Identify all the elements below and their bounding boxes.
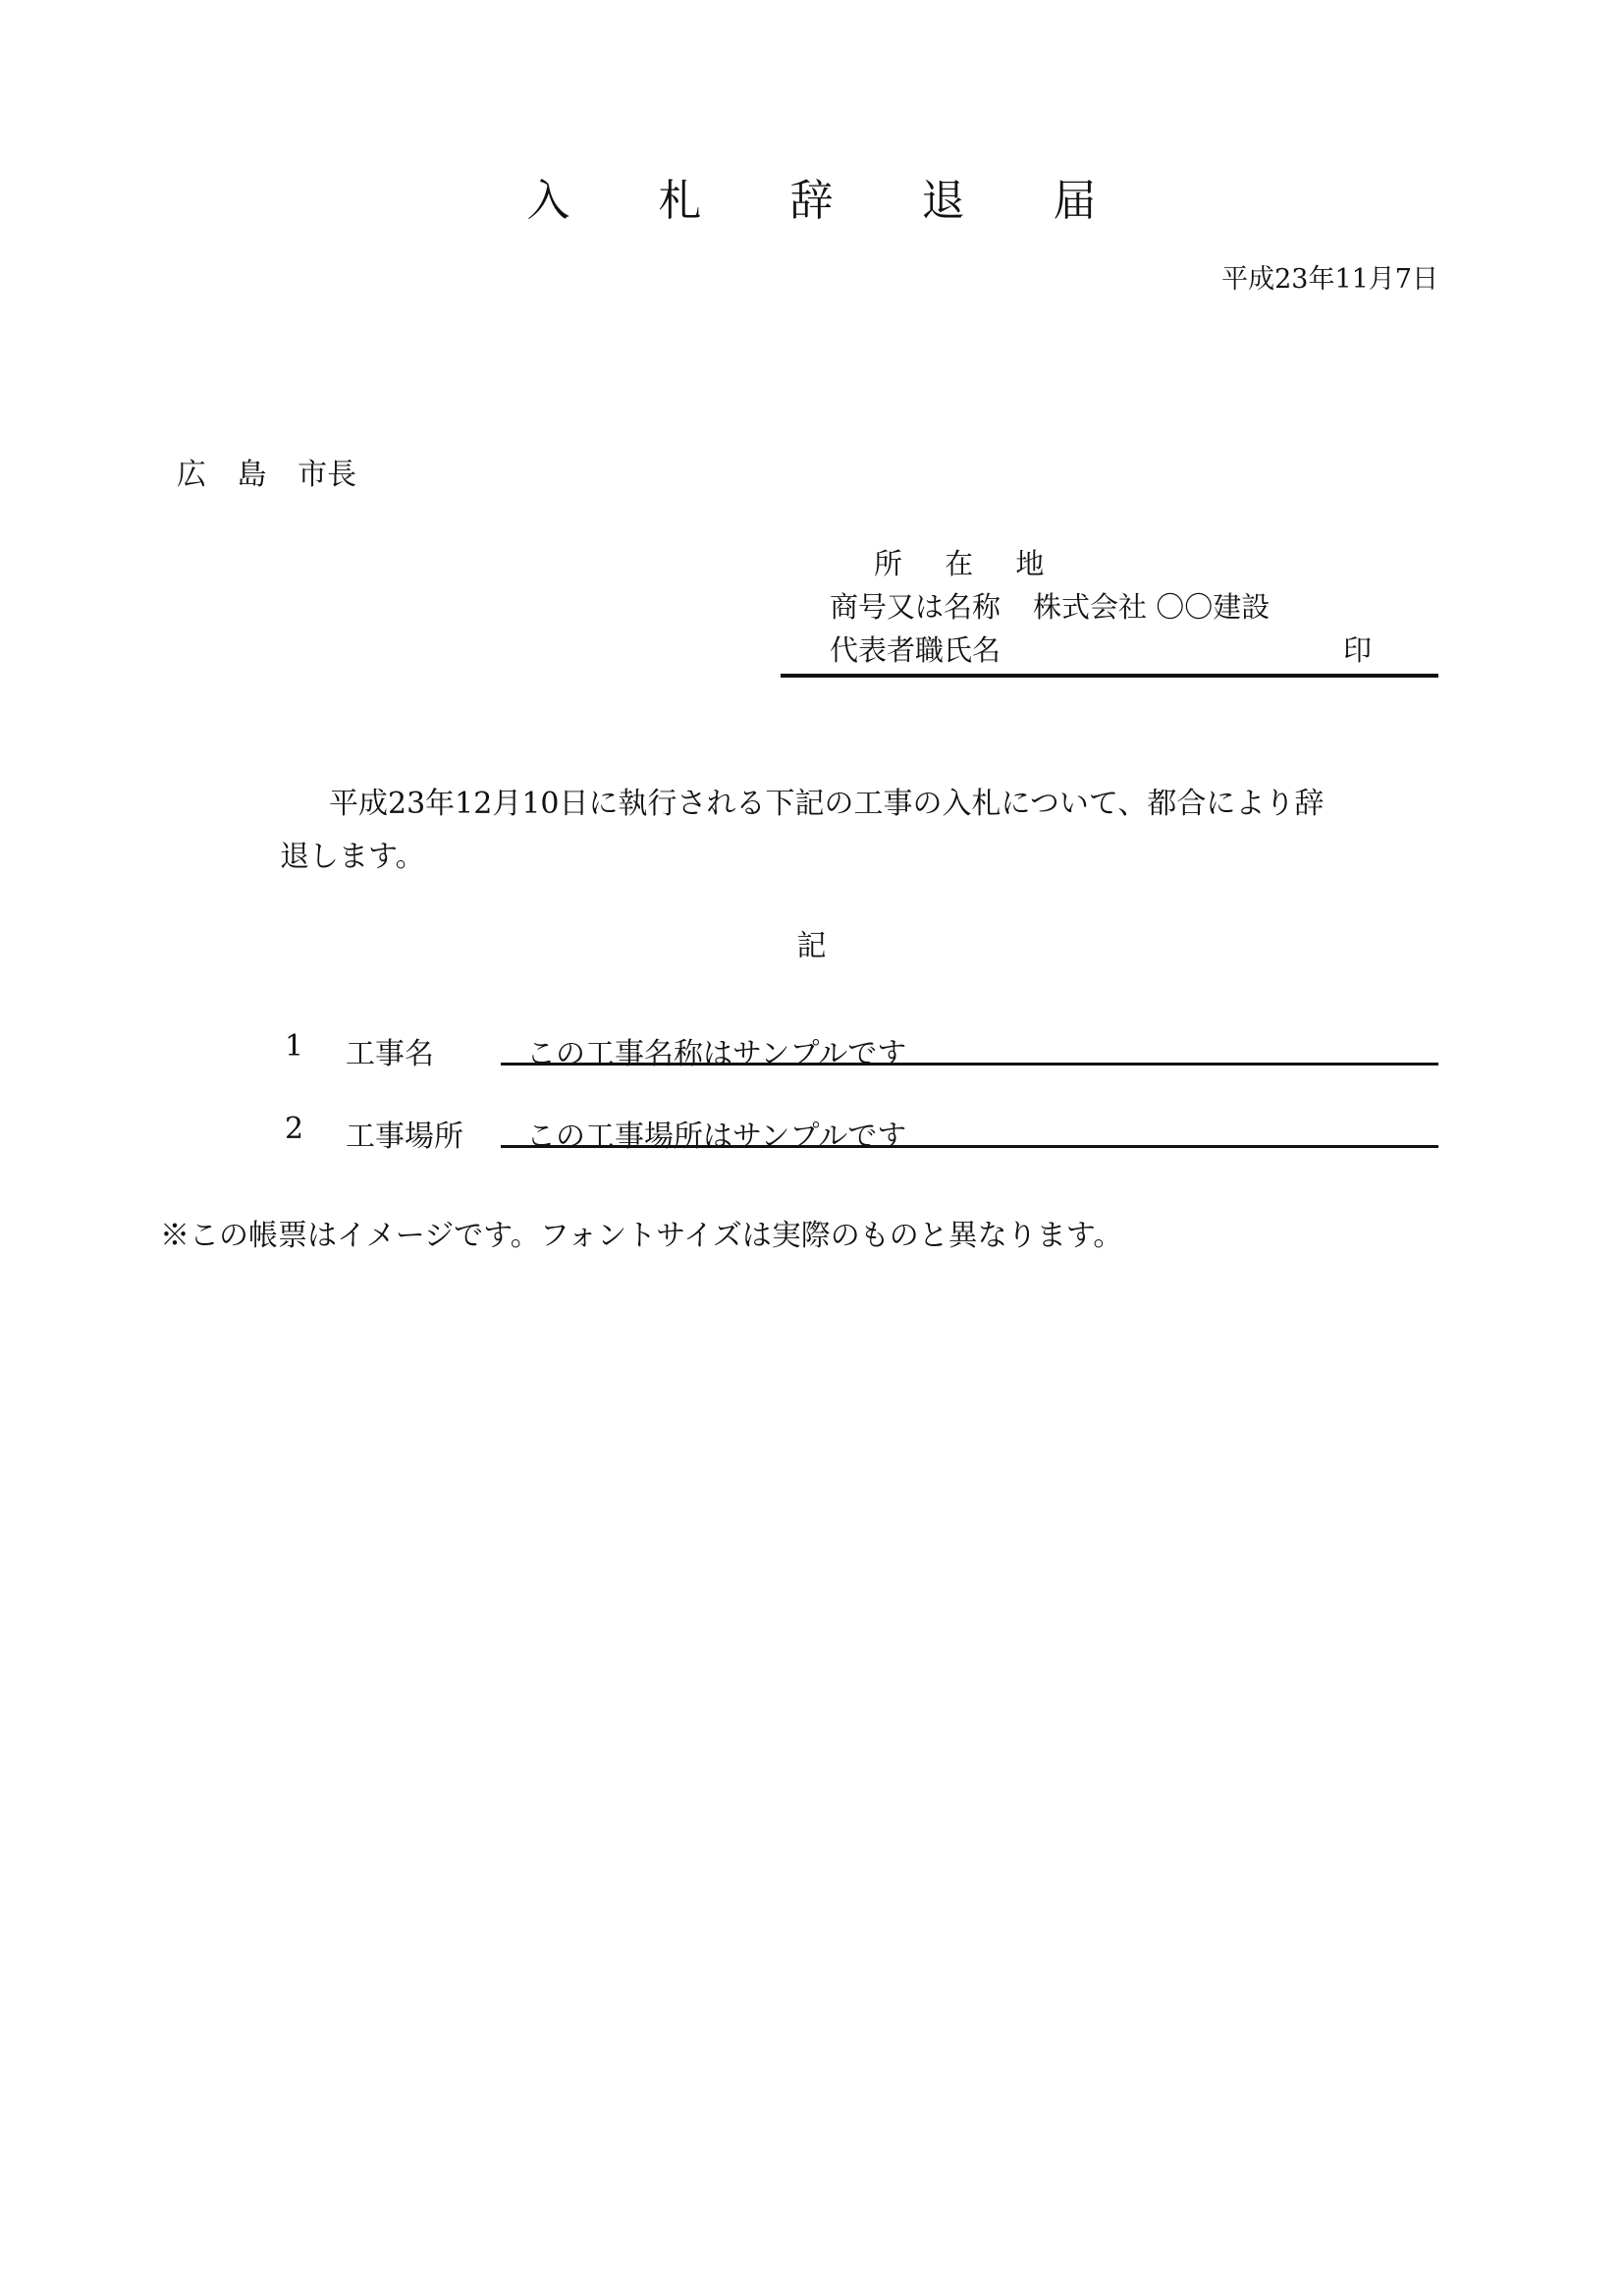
item-underline (501, 1063, 1438, 1066)
sender-representative-label: 代表者職氏名 (830, 633, 1001, 667)
body-line-1: 平成23年12月10日に執行される下記の工事の入札について、都合により辞 (329, 787, 1325, 821)
ki-heading: 記 (796, 929, 827, 963)
item-value: この工事名称はサンプルです (526, 1037, 907, 1071)
body-text (280, 778, 1443, 884)
seal-mark: 印 (1343, 633, 1373, 667)
item-number: 2 (285, 1112, 304, 1146)
sender-name-value: 株式会社 〇〇建設 (1033, 590, 1271, 624)
document-date: 平成23年11月7日 (1221, 264, 1438, 295)
addressee: 広 島 市長 (177, 458, 357, 492)
sender-location-label: 所 在 地 (874, 547, 1047, 580)
item-number: 1 (285, 1029, 304, 1064)
body-line-2: 退します。 (280, 840, 425, 874)
sender-underline (781, 674, 1438, 678)
item-underline (501, 1145, 1438, 1148)
item-label: 工事名 (346, 1037, 434, 1071)
footnote: ※この帳票はイメージです。フォントサイズは実際のものと異なります。 (160, 1219, 1123, 1253)
sender-name-label: 商号又は名称 (830, 590, 1001, 624)
document-title: 入 札 辞 退 届 (526, 176, 1134, 226)
item-value: この工事場所はサンプルです (526, 1120, 907, 1154)
item-label: 工事場所 (346, 1120, 463, 1154)
